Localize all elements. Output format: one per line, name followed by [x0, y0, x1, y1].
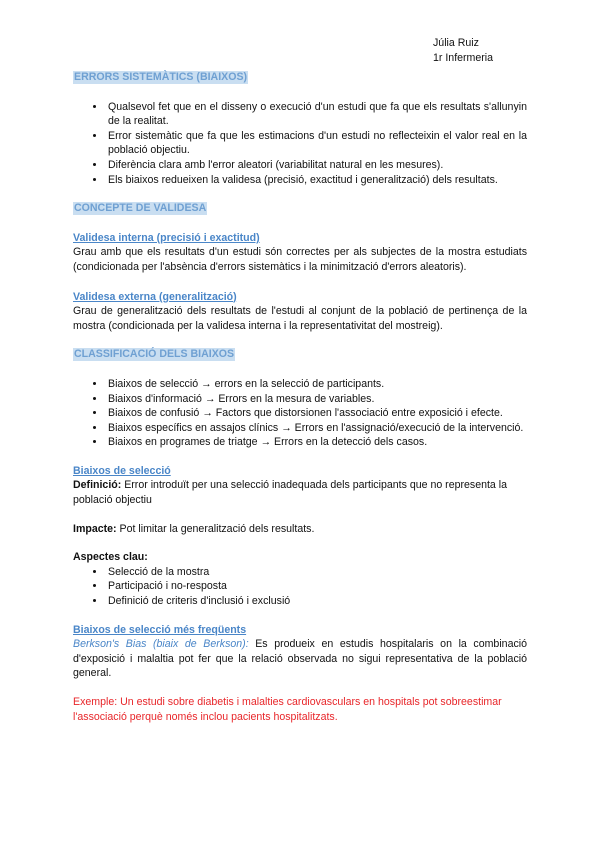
errors-bullet-list	[73, 100, 527, 188]
list-item: • Biaixos específics en assajos clínics → Errors en l'assignació/execució de la intervenció.	[106, 421, 527, 436]
impact-text: Pot limitar la generalització dels resultats.	[116, 522, 315, 535]
list-item: • Selecció de la mostra	[106, 565, 527, 580]
list-item: • Biaixos d'informació → Errors en la mesura de variables.	[106, 392, 527, 407]
author-name: Júlia Ruiz	[433, 37, 479, 49]
internal-validity-text: Grau amb que els resultats d'un estudi són correctes per als subjectes de la mostra estudiats (condicionada per l'absència d'errors sistemàtics i la minimització d'errors aleatoris).	[73, 246, 527, 273]
list-item: • Biaixos en programes de triatge → Errors en la detecció dels casos.	[106, 435, 527, 450]
author-course: 1r Infermeria	[433, 52, 494, 64]
list-item: • Error sistemàtic que fa que les estimacions d'un estudi no reflecteixin el valor real en la població objectiu.	[106, 129, 527, 158]
section-classification-title: CLASSIFICACIÓ DELS BIAIXOS	[74, 348, 235, 361]
selection-definition	[73, 478, 527, 507]
key-aspects-heading: Aspectes clau:	[73, 551, 148, 564]
selection-impact	[73, 522, 527, 537]
example-text: Exemple: Un estudi sobre diabetis i malalties cardiovasculars en hospitals pot sobreestimar l'associació perquè només inclou pacients hospitalitzats.	[73, 696, 502, 723]
list-item: • Biaixos de selecció → errors en la selecció de participants.	[106, 377, 527, 392]
list-item: • Diferència clara amb l'error aleatori (variabilitat natural en les mesures).	[106, 158, 527, 173]
definition-label: Definició:	[73, 479, 122, 492]
berkson-label: Berkson's Bias (biaix de Berkson):	[73, 638, 249, 651]
frequent-bias-heading: Biaixos de selecció més freqüents	[73, 623, 247, 636]
berkson-text: Es produeix en estudis hospitalaris on la combinació d'exposició i malaltia pot fer que la relació observada no sigui representativa de la població general.	[73, 638, 528, 680]
external-validity-heading: Validesa externa (generalització)	[73, 290, 237, 303]
section-validity-title: CONCEPTE DE VALIDESA	[74, 202, 207, 215]
key-aspects-label	[73, 550, 527, 565]
internal-validity-heading: Validesa interna (precisió i exactitud)	[73, 231, 260, 244]
list-item: • Participació i no-resposta	[106, 579, 527, 594]
classification-bullet-list	[73, 377, 527, 450]
list-item: • Definició de criteris d'inclusió i exclusió	[106, 594, 527, 609]
document-body	[73, 70, 527, 724]
section-errors-title: ERRORS SISTEMÀTICS (BIAIXOS)	[74, 71, 248, 83]
impact-label: Impacte:	[73, 522, 117, 535]
author-block	[433, 36, 493, 66]
berkson-paragraph	[73, 637, 527, 681]
selection-bias-heading: Biaixos de selecció	[73, 464, 171, 477]
list-item: • Els biaixos redueixen la validesa (precisió, exactitud i generalització) dels resultats.	[106, 173, 527, 188]
list-item: • Qualsevol fet que en el disseny o execució d'un estudi que fa que els resultats s'allunyin de la realitat.	[106, 100, 527, 129]
key-aspects-list	[73, 565, 527, 609]
external-validity-text: Grau de generalització dels resultats de l'estudi al conjunt de la població de pertinença de la mostra (condicionada per la validesa interna i la representativitat del mostreig).	[73, 305, 527, 332]
list-item: • Biaixos de confusió → Factors que distorsionen l'associació entre exposició i efecte.	[106, 406, 527, 421]
definition-text: Error introduït per una selecció inadequada dels participants que no representa la població objectiu	[73, 479, 508, 507]
